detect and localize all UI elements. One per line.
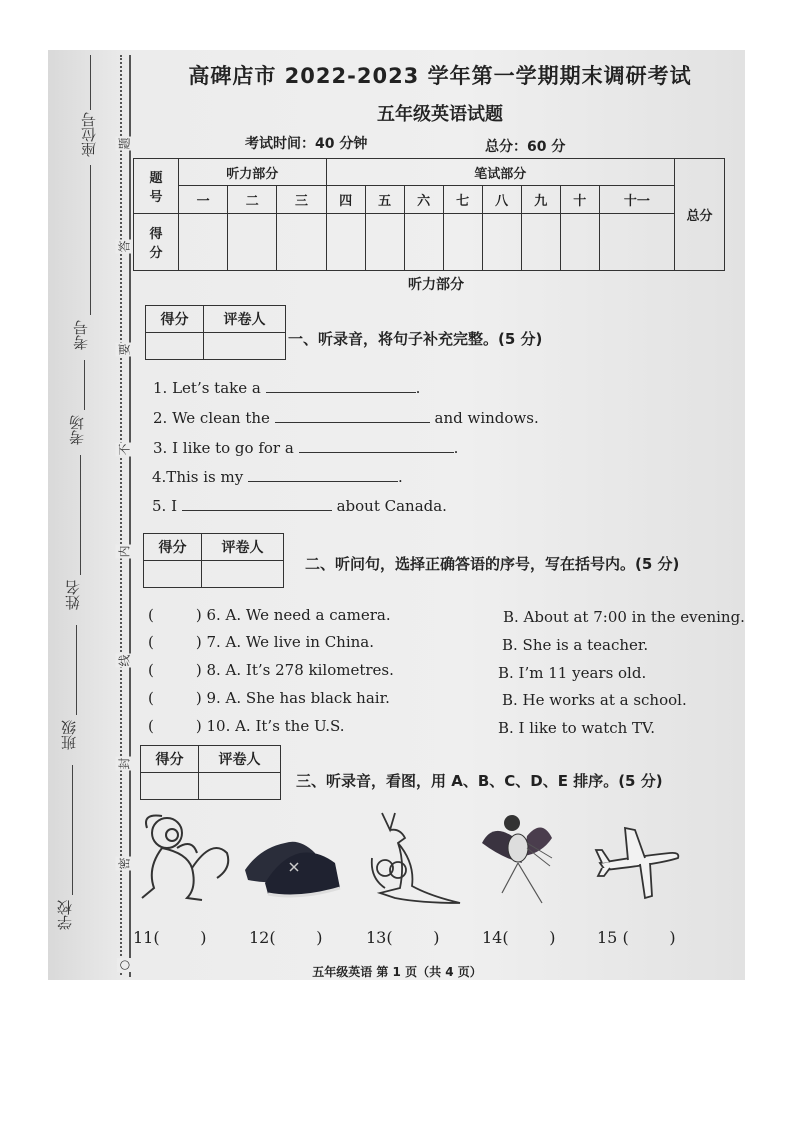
answer-blank[interactable] xyxy=(266,379,416,393)
seal-line xyxy=(117,55,131,977)
question-2 xyxy=(153,409,539,427)
question-text: 4.This is my xyxy=(152,468,244,486)
seal-char: 要 xyxy=(117,343,132,356)
answer-slot-14[interactable]: 14( ) xyxy=(482,928,556,947)
col-header: 十 xyxy=(560,186,599,214)
answer-blank[interactable] xyxy=(248,468,398,482)
choice-question-6 xyxy=(148,606,391,624)
choice-question-10 xyxy=(148,717,345,735)
answer-slot-11[interactable]: 11( ) xyxy=(133,928,207,947)
option-b: B. She is a teacher. xyxy=(502,636,649,654)
score-cell[interactable] xyxy=(482,214,521,271)
score-input[interactable] xyxy=(144,561,202,588)
score-cell[interactable] xyxy=(277,214,326,271)
seal-char: 答 xyxy=(117,240,132,253)
question-1 xyxy=(153,379,420,397)
answer-paren[interactable]: ( xyxy=(148,661,154,679)
grader-input[interactable] xyxy=(204,333,286,360)
score-cell[interactable] xyxy=(365,214,404,271)
col-header: 九 xyxy=(521,186,560,214)
seal-char: 线 xyxy=(117,654,132,667)
option-a: ) 8. A. It’s 278 kilometres. xyxy=(195,661,394,679)
exam-room-label: 考场 xyxy=(68,415,86,445)
question-text: 3. I like to go for a xyxy=(153,439,294,457)
section3-heading: 三、听录音，看图，用 A、B、C、D、E 排序。(5 分) xyxy=(296,772,663,790)
option-a: ) 10. A. It’s the U.S. xyxy=(195,717,345,735)
seal-char: 封 xyxy=(117,757,132,770)
choice-question-9 xyxy=(148,689,390,707)
score-input[interactable] xyxy=(141,773,199,800)
grader-label: 评卷人 xyxy=(199,746,281,773)
exam-time: 考试时间：40 分钟 xyxy=(245,136,368,152)
answer-blank[interactable] xyxy=(299,439,454,453)
answer-paren[interactable]: ( xyxy=(148,717,154,735)
listening-section-title: 听力部分 xyxy=(408,277,464,293)
score-cell[interactable] xyxy=(228,214,277,271)
listening-header: 听力部分 xyxy=(179,159,327,186)
exam-title: 高碑店市 2022-2023 学年第一学期期末调研考试 xyxy=(188,64,692,88)
score-cell[interactable] xyxy=(599,214,674,271)
question-text: 1. Let’s take a xyxy=(153,379,261,397)
choice-question-7 xyxy=(148,633,374,651)
answer-paren[interactable]: ( xyxy=(148,633,154,651)
total-header: 总分 xyxy=(675,159,725,271)
question-text: 2. We clean the xyxy=(153,409,270,427)
written-header: 笔试部分 xyxy=(326,159,674,186)
seal-circle: ○ xyxy=(117,959,131,971)
option-b: B. He works at a school. xyxy=(502,691,687,709)
grader-box xyxy=(140,745,281,800)
option-a: ) 6. A. We need a camera. xyxy=(195,606,391,624)
grader-label: 评卷人 xyxy=(204,306,286,333)
score-cell[interactable] xyxy=(443,214,482,271)
answer-slot-13[interactable]: 13( ) xyxy=(366,928,440,947)
answer-paren[interactable]: ( xyxy=(148,606,154,624)
score-input[interactable] xyxy=(146,333,204,360)
option-b: B. I like to watch TV. xyxy=(498,719,656,737)
seat-number-label: 座位号 xyxy=(80,112,98,157)
grader-input[interactable] xyxy=(199,773,281,800)
row-label: 分 xyxy=(149,246,163,261)
score-label: 得分 xyxy=(141,746,199,773)
kite-picture xyxy=(472,808,582,908)
class-label: 班级 xyxy=(60,720,78,750)
grader-label: 评卷人 xyxy=(202,534,284,561)
school-label: 学校 xyxy=(56,900,74,930)
kangaroo-picture xyxy=(360,808,470,908)
question-text: 5. I xyxy=(152,497,178,515)
name-label: 姓名 xyxy=(64,580,82,610)
score-label: 得分 xyxy=(144,534,202,561)
question-text: about Canada. xyxy=(336,497,447,515)
exam-subtitle: 五年级英语试题 xyxy=(377,104,503,125)
grader-box xyxy=(145,305,286,360)
seal-char: 内 xyxy=(117,545,132,558)
question-text: . xyxy=(453,439,459,457)
answer-slot-12[interactable]: 12( ) xyxy=(249,928,323,947)
col-header: 四 xyxy=(326,186,365,214)
score-cell[interactable] xyxy=(179,214,228,271)
score-cell[interactable] xyxy=(326,214,365,271)
score-label: 得分 xyxy=(146,306,204,333)
question-3 xyxy=(153,439,458,457)
row-label: 号 xyxy=(149,190,163,205)
airplane-picture xyxy=(590,808,700,908)
exam-number-label: 考号 xyxy=(72,320,90,350)
answer-blank[interactable] xyxy=(182,497,332,511)
grader-input[interactable] xyxy=(202,561,284,588)
page-footer: 五年级英语 第 1 页（共 4 页） xyxy=(312,965,482,979)
answer-slot-15[interactable]: 15 ( ) xyxy=(597,928,676,947)
col-header: 七 xyxy=(443,186,482,214)
seal-char: 密 xyxy=(117,857,132,870)
score-cell[interactable] xyxy=(521,214,560,271)
option-b: B. I’m 11 years old. xyxy=(498,664,647,682)
question-text: . xyxy=(415,379,421,397)
question-text: . xyxy=(397,468,403,486)
col-header: 二 xyxy=(228,186,277,214)
col-header: 一 xyxy=(179,186,228,214)
score-cell[interactable] xyxy=(404,214,443,271)
seal-char: 题 xyxy=(117,137,132,150)
exam-total-score: 总分：60 分 xyxy=(485,139,566,155)
choice-question-8 xyxy=(148,661,394,679)
answer-paren[interactable]: ( xyxy=(148,689,154,707)
seal-char: 不 xyxy=(117,443,132,456)
col-header: 八 xyxy=(482,186,521,214)
monkey-picture xyxy=(132,808,242,908)
score-cell[interactable] xyxy=(560,214,599,271)
option-b: B. About at 7:00 in the evening. xyxy=(503,608,745,626)
question-5 xyxy=(152,497,447,515)
row-label: 得 xyxy=(149,227,163,242)
question-text: and windows. xyxy=(434,409,539,427)
col-header: 五 xyxy=(365,186,404,214)
col-header: 十一 xyxy=(599,186,674,214)
answer-blank[interactable] xyxy=(275,409,430,423)
section1-heading: 一、听录音，将句子补充完整。(5 分) xyxy=(288,330,543,348)
col-header: 三 xyxy=(277,186,326,214)
score-table xyxy=(133,158,725,271)
row-label: 题 xyxy=(149,171,163,186)
question-4 xyxy=(152,468,403,486)
option-a: ) 9. A. She has black hair. xyxy=(195,689,390,707)
section2-heading: 二、听问句，选择正确答语的序号，写在括号内。(5 分) xyxy=(305,555,680,573)
grader-box xyxy=(143,533,284,588)
shoes-picture xyxy=(240,808,350,908)
col-header: 六 xyxy=(404,186,443,214)
option-a: ) 7. A. We live in China. xyxy=(195,633,375,651)
